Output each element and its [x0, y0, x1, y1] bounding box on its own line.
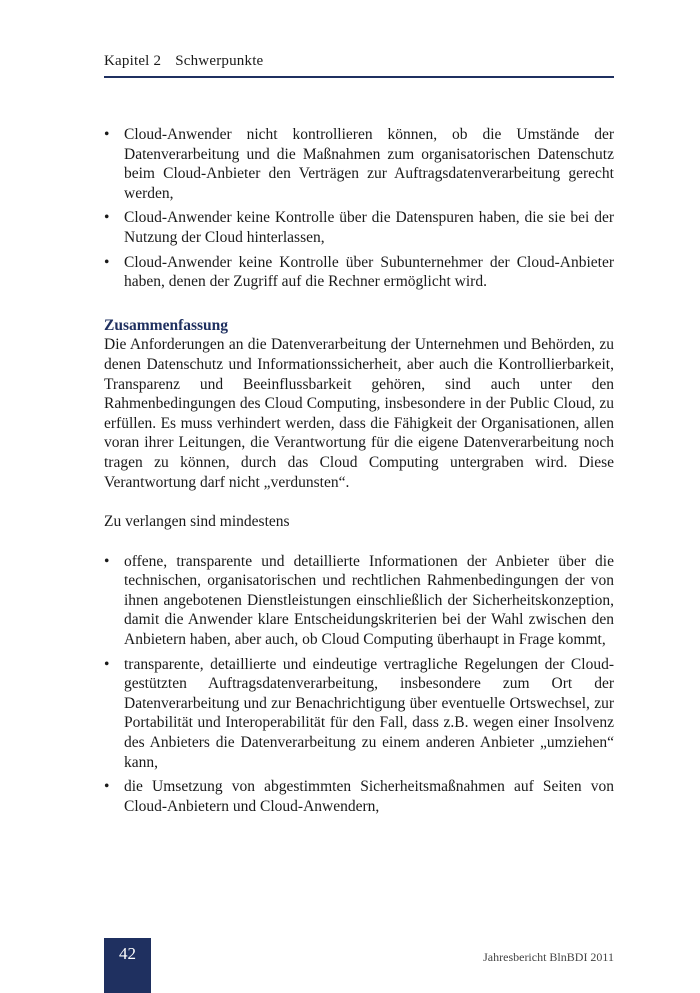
bullet-icon: • — [104, 778, 110, 796]
header-rule — [104, 76, 614, 78]
section-label: Schwerpunkte — [175, 53, 264, 69]
bullet-icon: • — [104, 552, 110, 570]
bullet-icon: • — [104, 209, 110, 227]
running-header — [104, 53, 614, 70]
bullet-list-top — [104, 125, 614, 292]
page-number: 42 — [119, 944, 136, 963]
section-heading: Zusammenfassung — [104, 316, 229, 334]
bullet-icon: • — [104, 126, 110, 143]
list-item — [104, 208, 614, 247]
publication-footer: Jahresbericht BlnBDI 2011 — [483, 950, 614, 964]
list-item — [104, 552, 614, 650]
chapter-label: Kapitel 2 — [104, 53, 162, 69]
list-item — [104, 125, 614, 203]
list-item-text: Cloud-Anwender keine Kontrolle über Subunternehmer der Cloud-Anbieter haben, denen der Zugriff auf die Rechner ermöglicht wird. — [124, 253, 614, 291]
list-item-text: offene, transparente und detaillierte Informationen der Anbieter über die technischen, organisatorischen und rechtlichen Rahmenbedingungen der von ihnen angebotenen Dienstleistungen einschließlich der Sicherheitskonzeption, damit die Anwender klare Entscheidungskriterien bei der Wahl zwischen den Anbietern haben, aber auch, ob Cloud Computing überhaupt in Frage kommt, — [124, 552, 614, 649]
summary-paragraph: Die Anforderungen an die Datenverarbeitung der Unternehmen und Behörden, zu denen Datenschutz und Informationssicherheit, aber auch die Kontrollierbarkeit, Transparenz und Beeinflussbarkeit gehören, sind auch unter den Rahmenbedingungen des Cloud Computing, insbesondere in der Public Cloud, zu erfüllen. Es muss verhindert werden, dass die Fähigkeit der Organisationen, allen voran ihrer Leitungen, die Verantwortung für die eigene Datenverarbeitung noch tragen zu können, durch das Cloud Computing untergraben wird. Diese Verantwortung darf nicht „verdunsten“. — [104, 336, 614, 491]
list-item — [104, 655, 614, 773]
page-number-box — [104, 938, 151, 993]
intro-paragraph: Zu verlangen sind mindestens — [104, 513, 290, 531]
list-item — [104, 253, 614, 292]
list-item-text: transparente, detaillierte und eindeutige vertragliche Regelungen der Cloud-gestützten Auftragsdatenverarbeitung, insbesondere zum Ort der Datenverarbeitung und zur Benachrichtigung über eventuelle Ortswechsel, zur Portabilität und Interoperabilität für den Fall, dass z.B. wegen einer Insolvenz des Anbieters die Datenverarbeitung zu einem anderen Anbieter „umziehen“ kann, — [124, 655, 614, 771]
list-item-text: Cloud-Anwender keine Kontrolle über die Datenspuren haben, die sie bei der Nutzung der Cloud hinterlassen, — [124, 209, 614, 246]
bullet-icon: • — [104, 253, 110, 271]
bullet-icon: • — [104, 655, 110, 673]
main-content — [104, 125, 614, 821]
list-item — [104, 777, 614, 816]
list-item-text: Cloud-Anwender nicht kontrollieren können, ob die Umstände der Datenverarbeitung und die Maßnahmen zum organisatorischen Datenschutz beim Cloud-Anbieter den Verträgen zur Auftragsdatenverarbeitung gerecht werden, — [124, 126, 614, 202]
list-item-text: die Umsetzung von abgestimmten Sicherheitsmaßnahmen auf Seiten von Cloud-Anbietern und Cloud-Anwendern, — [124, 778, 614, 815]
bullet-list-bottom — [104, 552, 614, 817]
